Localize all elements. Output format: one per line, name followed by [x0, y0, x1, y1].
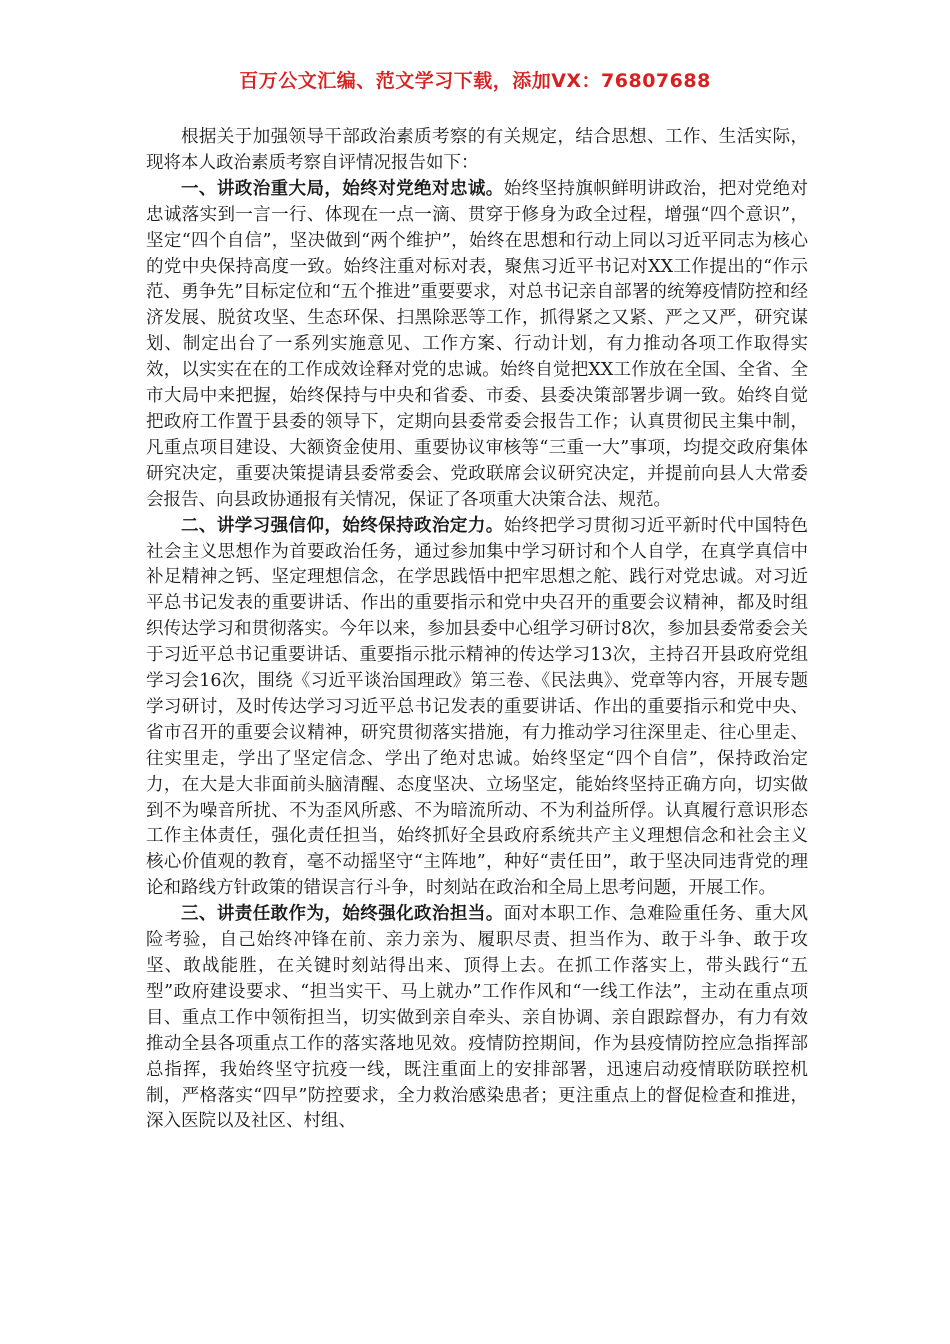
section-text-2: 始终把学习贯彻习近平新时代中国特色社会主义思想作为首要政治任务，通过参加集中学习研讨和个人自学，在真学真信中补足精神之钙、坚定理想信念，在学思践悟中把牢思想之舵、践行对党忠诚。对习近平总书记发表的重要讲话、作出的重要指示和党中央召开的重要会议精神，都及时组织传达学习和贯彻落实。今年以来，参加县委中心组学习研讨8次，参加县委常委会关于习近平总书记重要讲话、重要指示批示精神的传达学习13次，主持召开县政府党组学习会16次，围绕《习近平谈治国理政》第三卷、《民法典》、党章等内容，开展专题学习研讨，及时传达学习习近平总书记发表的重要讲话、作出的重要指示和党中央、省市召开的重要会议精神，研究贯彻落实措施，有力推动学习往深里走、往心里走、往实里走，学出了坚定信念、学出了绝对忠诚。始终坚定“四个自信”，保持政治定力，在大是大非面前头脑清醒、态度坚决、立场坚定，能始终坚持正确方向，切实做到不为噪音所扰、不为歪风所惑、不为暗流所动、不为利益所俘。认真履行意识形态工作主体责任，强化责任担当，始终抓好全县政府系统共产主义理想信念和社会主义核心价值观的教育，毫不动摇坚守“主阵地”，种好“责任田”，敢于坚决同违背党的理论和路线方针政策的错误言行斗争，时刻站在政治和全局上思考问题，开展工作。 — [146, 515, 809, 899]
intro-paragraph: 根据关于加强领导干部政治素质考察的有关规定，结合思想、工作、生活实际，现将本人政治素质考察自评情况报告如下： — [146, 127, 808, 173]
document-body — [146, 125, 808, 1135]
section-paragraph-2 — [146, 514, 808, 903]
section-heading-3: 三、讲责任敢作为，始终强化政治担当。 — [181, 904, 504, 925]
section-paragraph-3 — [146, 902, 808, 1135]
section-paragraph-1 — [146, 177, 808, 514]
header-banner: 百万公文汇编、范文学习下载，添加VX：76807688 — [239, 70, 711, 92]
section-text-3: 面对本职工作、急难险重任务、重大风险考验，自己始终冲锋在前、亲力亲为、履职尽责、担当作为、敢于斗争、敢于攻坚、敢战能胜，在关键时刻站得出来、顶得上去。在抓工作落实上，带头践行“五型”政府建设要求、“担当实干、马上就办”工作作风和“一线工作法”，主动在重点项目、重点工作中领衔担当，切实做到亲自牵头、亲自协调、亲自跟踪督办，有力有效推动全县各项重点工作的落实落地见效。疫情防控期间，作为县疫情防控应急指挥部总指挥，我始终坚守抗疫一线，既注重面上的安排部署，迅速启动疫情联防联控机制，严格落实“四早”防控要求，全力救治感染患者；更注重点上的督促检查和推进，深入医院以及社区、村组、 — [146, 904, 809, 1132]
section-heading-1: 一、讲政治重大局，始终对党绝对忠诚。 — [181, 178, 504, 199]
section-heading-2: 二、讲学习强信仰，始终保持政治定力。 — [181, 515, 504, 536]
section-text-1: 始终坚持旗帜鲜明讲政治，把对党绝对忠诚落实到一言一行、体现在一点一滴、贯穿于修身为政全过程，增强“四个意识”，坚定“四个自信”，坚决做到“两个维护”，始终在思想和行动上同以习近平同志为核心的党中央保持高度一致。始终注重对标对表，聚焦习近平书记对XX工作提出的“作示范、勇争先”目标定位和“五个推进”重要要求，对总书记亲自部署的统筹疫情防控和经济发展、脱贫攻坚、生态环保、扫黑除恶等工作，抓得紧之又紧、严之又严，研究谋划、制定出台了一系列实施意见、工作方案、行动计划，有力推动各项工作取得实效，以实实在在的工作成效诠释对党的忠诚。始终自觉把XX工作放在全国、全省、全市大局中来把握，始终保持与中央和省委、市委、县委决策部署步调一致。始终自觉把政府工作置于县委的领导下，定期向县委常委会报告工作；认真贯彻民主集中制，凡重点项目建设、大额资金使用、重要协议审核等“三重一大”事项，均提交政府集体研究决定，重要决策提请县委常委会、党政联席会议研究决定，并提前向县人大常委会报告、向县政协通报有关情况，保证了各项重大决策合法、规范。 — [146, 178, 809, 510]
